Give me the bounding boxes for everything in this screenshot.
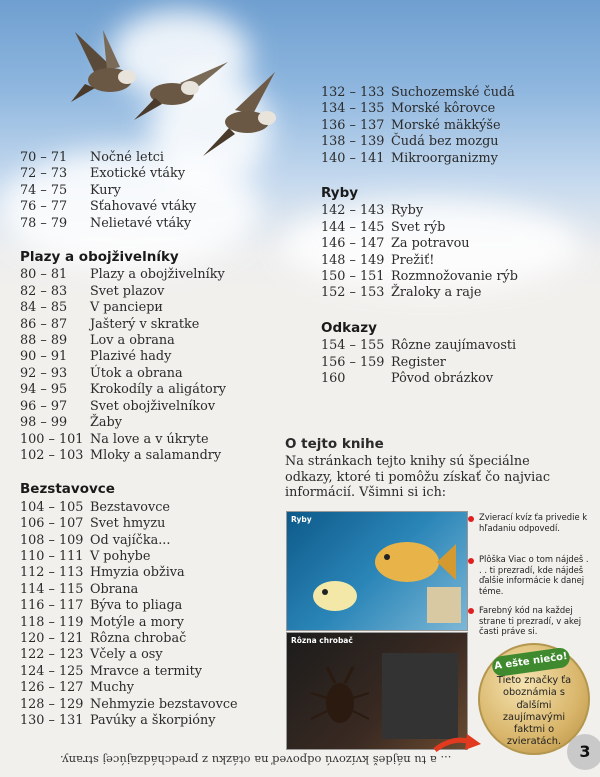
toc-pages: 124 – 125 [20, 663, 84, 679]
toc-pages: 78 – 79 [20, 215, 68, 231]
toc-label: Mikroorganizmy [391, 150, 498, 166]
toc-pages: 120 – 121 [20, 630, 84, 646]
toc-label: Za potravou [391, 236, 470, 252]
toc-entry [321, 220, 581, 236]
toc-entry [20, 697, 275, 713]
toc-label: Mravce a termity [90, 663, 203, 679]
toc-entry [20, 366, 275, 382]
toc-pages: 150 – 151 [321, 269, 385, 285]
info-panel [427, 587, 461, 623]
toc-entry [321, 151, 581, 167]
toc-label: Nelietavé vtáky [90, 215, 192, 231]
toc-entry [20, 415, 275, 431]
toc-group [321, 320, 581, 388]
toc-entry [20, 284, 275, 300]
toc-pages: 88 – 89 [20, 333, 68, 349]
toc-entry [20, 199, 275, 215]
toc-entry [20, 382, 275, 398]
toc-label: Svet hmyzu [90, 516, 166, 532]
page-number: 3 [567, 734, 600, 770]
toc-pages: 140 – 141 [321, 150, 385, 166]
toc-pages: 84 – 85 [20, 300, 68, 316]
callout-dot [468, 516, 474, 522]
toc-pages: 142 – 143 [321, 203, 385, 219]
toc-label: Čudá bez mozgu [391, 134, 499, 150]
toc-pages: 72 – 73 [20, 166, 68, 182]
toc-pages: 130 – 131 [20, 713, 84, 728]
toc-label: Prežiť! [391, 252, 435, 268]
toc-entry [20, 166, 275, 182]
toc-entry [321, 118, 581, 134]
toc-entry [321, 203, 581, 219]
toc-group [20, 481, 275, 729]
toc-entry [321, 101, 581, 117]
callout-quiz: Zvierací kvíz ťa privedie k hľadaniu odpovedí. [479, 512, 588, 533]
toc-label: Plazy a obojživelníky [90, 267, 225, 283]
toc-label: Jašterý v skratke [90, 316, 200, 332]
toc-entry [20, 267, 275, 283]
toc-label: Včely a osy [90, 647, 163, 663]
toc-pages: 154 – 155 [321, 338, 385, 354]
toc-entry [20, 216, 275, 232]
spread-tag: Rôzna chrobač [291, 636, 353, 645]
toc-pages: 102 – 103 [20, 447, 84, 463]
toc-pages: 92 – 93 [20, 365, 68, 381]
toc-entry [20, 713, 275, 729]
toc-entry [20, 516, 275, 532]
section-heading: Ryby [321, 185, 359, 202]
toc-pages: 152 – 153 [321, 285, 385, 301]
toc-pages: 86 – 87 [20, 316, 68, 332]
toc-entry [20, 333, 275, 349]
badge-title: A ešte niečo! [491, 647, 571, 678]
text-block [382, 653, 458, 739]
toc-label: Žaby [90, 415, 122, 431]
toc-label: Na love a v úkryte [90, 431, 209, 447]
toc-pages: 82 – 83 [20, 283, 68, 299]
toc-pages: 132 – 133 [321, 85, 385, 100]
toc-pages: 128 – 129 [20, 696, 84, 712]
toc-pages: 122 – 123 [20, 647, 84, 663]
toc-entry [20, 647, 275, 663]
toc-entry [321, 85, 581, 101]
toc-pages: 136 – 137 [321, 117, 385, 133]
toc-label: Od vajíčka... [90, 532, 171, 548]
toc-pages: 96 – 97 [20, 398, 68, 414]
toc-label: Register [391, 354, 446, 370]
toc-group [321, 85, 581, 167]
toc-entry [321, 236, 581, 252]
toc-entry [20, 598, 275, 614]
fish-illustration [362, 532, 457, 592]
toc-pages: 94 – 95 [20, 382, 68, 398]
toc-pages: 134 – 135 [321, 101, 385, 117]
toc-entry [321, 338, 581, 354]
toc-label: Bývа to pliaga [90, 598, 183, 614]
toc-entry [20, 300, 275, 316]
toc-entry [321, 285, 581, 301]
toc-entry [20, 349, 275, 365]
toc-pages: 148 – 149 [321, 252, 385, 268]
toc-label: Morské mäkkýše [391, 117, 501, 133]
toc-pages: 146 – 147 [321, 236, 385, 252]
toc-pages: 98 – 99 [20, 415, 68, 431]
toc-entry [20, 631, 275, 647]
toc-pages: 116 – 117 [20, 598, 84, 614]
toc-entry [321, 134, 581, 150]
toc-entry [20, 399, 275, 415]
toc-pages: 118 – 119 [20, 614, 84, 630]
badge-text: Tieto značky ťa oboznámia s ďalšími zaujímavými faktmi o zvieratách. [496, 675, 572, 748]
toc-entry [20, 150, 275, 166]
section-heading: Odkazy [321, 319, 377, 336]
toc-label: Rôzne zaujímavosti [391, 338, 517, 354]
toc-label: Bezstavovce [90, 499, 170, 515]
about-paragraph: Na stránkach tejto knihy sú špeciálne odkazy, ktoré ti pomôžu získať čo najviac informácií. Všimni si ich: [285, 454, 551, 500]
toc-entry [20, 533, 275, 549]
bird-illustration [195, 70, 290, 160]
toc-entry [20, 582, 275, 598]
toc-pages: 138 – 139 [321, 134, 385, 150]
toc-label: Mloky a salamandry [90, 447, 222, 463]
toc-label: Nehmyzie bezstavovce [90, 696, 238, 712]
toc-pages: 114 – 115 [20, 581, 84, 597]
toc-left-column [20, 150, 275, 729]
toc-pages: 90 – 91 [20, 349, 68, 365]
toc-label: Muchy [90, 680, 134, 696]
toc-label: Kury [90, 182, 121, 198]
toc-group [20, 150, 275, 232]
toc-label: Útok a obrana [90, 365, 183, 381]
toc-label: Žraloky a raje [391, 285, 482, 301]
toc-entry [20, 448, 275, 464]
callout-more-info: Plôška Viac o tom nájdeš . . . ti prezradí, kde nájdeš ďalšie informácie k danej téme. [479, 554, 589, 596]
callout-dot [468, 558, 474, 564]
toc-pages: 108 – 109 [20, 532, 84, 548]
toc-entry [20, 500, 275, 516]
toc-entry [20, 664, 275, 680]
toc-pages: 100 – 101 [20, 431, 84, 447]
toc-label: Exotické vtáky [90, 166, 186, 182]
toc-label: Lov a obrana [90, 333, 175, 349]
toc-label: Krokodíly a aligátory [90, 382, 227, 398]
toc-label: Svet obojživelníkov [90, 398, 216, 414]
spread-tag: Ryby [291, 515, 312, 524]
toc-pages: 74 – 75 [20, 182, 68, 198]
toc-pages: 106 – 107 [20, 516, 84, 532]
toc-pages: 76 – 77 [20, 199, 68, 215]
toc-entry [20, 680, 275, 696]
toc-label: Plazivé hady [90, 349, 172, 365]
toc-label: Pavúky a škorpióny [90, 713, 216, 728]
toc-pages: 104 – 105 [20, 499, 84, 515]
toc-label: Rozmnožovanie rýb [391, 269, 518, 285]
upside-down-footer: ... a tu nájdeš kvízovú odpoveď na otázku z predchádzajúcej strany. [60, 753, 452, 767]
toc-entry [20, 432, 275, 448]
toc-pages: 126 – 127 [20, 680, 84, 696]
toc-label: Svet rýb [391, 219, 446, 235]
beetle-illustration [305, 663, 375, 733]
toc-entry [20, 183, 275, 199]
toc-right-column [321, 85, 581, 388]
toc-label: Obrana [90, 581, 139, 597]
toc-entry [20, 549, 275, 565]
callout-dot [468, 608, 474, 614]
toc-entry [20, 615, 275, 631]
toc-label: Nočné letci [90, 150, 165, 165]
toc-label: Suchozemské čudá [391, 85, 515, 100]
toc-group [20, 249, 275, 464]
toc-label: Sťahovavé vtáky [90, 199, 197, 215]
about-heading: O tejto knihe [285, 436, 384, 452]
toc-label: Hmyzia obživa [90, 565, 185, 581]
toc-label: Morské kôrovce [391, 101, 496, 117]
section-heading: Bezstavovce [20, 481, 115, 498]
toc-label: Ryby [391, 203, 424, 219]
toc-pages: 110 – 111 [20, 548, 84, 564]
toc-pages: 112 – 113 [20, 565, 84, 581]
toc-pages: 156 – 159 [321, 354, 385, 370]
toc-entry [321, 269, 581, 285]
toc-entry [321, 371, 581, 387]
sample-spread-fish [286, 511, 468, 631]
callout-color-code: Farebný kód na každej strane ti prezradí, v akej časti práve si. [479, 605, 582, 636]
toc-entry [20, 317, 275, 333]
toc-pages: 160 [321, 371, 346, 387]
toc-label: Pôvod obrázkov [391, 371, 494, 387]
toc-label: Rôzna chrobač [90, 630, 187, 646]
toc-entry [20, 565, 275, 581]
section-heading: Plazy a obojživelníky [20, 249, 179, 266]
toc-entry [321, 355, 581, 371]
fish-illustration [307, 574, 367, 619]
toc-label: Svet plazov [90, 283, 165, 299]
toc-entry [321, 253, 581, 269]
toc-pages: 144 – 145 [321, 219, 385, 235]
toc-label: V panciери [90, 300, 163, 316]
toc-label: Motýle a mory [90, 614, 184, 630]
toc-pages: 80 – 81 [20, 267, 68, 283]
toc-group [321, 185, 581, 302]
toc-label: V pohybe [90, 548, 151, 564]
toc-pages: 70 – 71 [20, 150, 68, 165]
